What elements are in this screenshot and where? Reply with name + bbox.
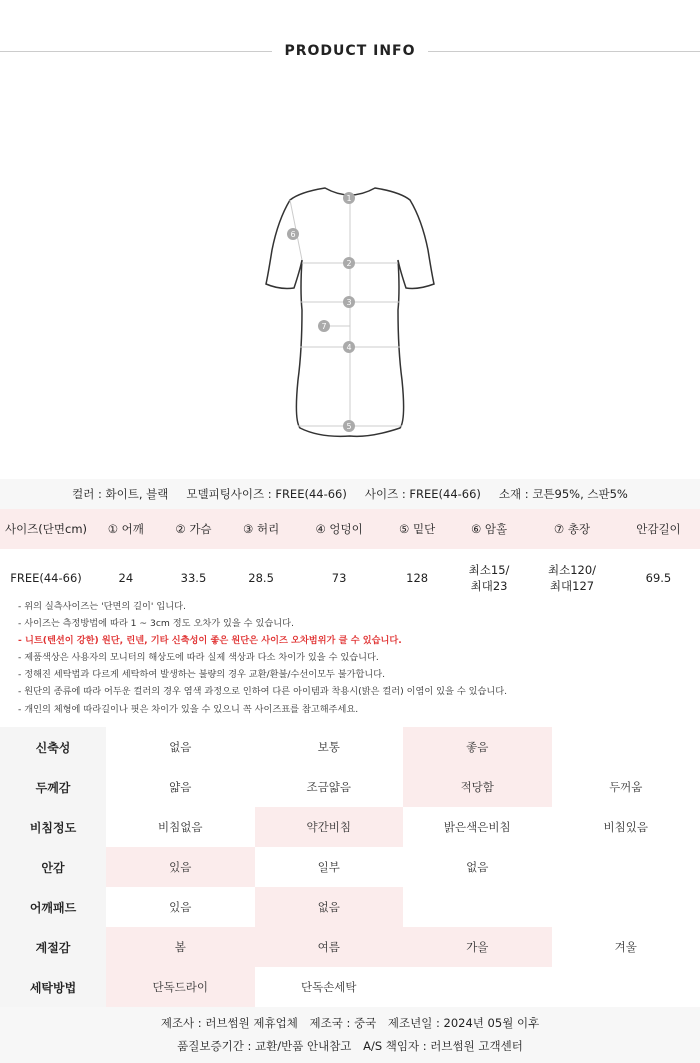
footer-info: [0, 1007, 700, 1063]
color-info: 컬러 : 화이트, 블랙: [72, 487, 169, 501]
property-option: 밝은색은비침: [403, 807, 552, 847]
property-option: 얇음: [106, 767, 255, 807]
svg-text:6: 6: [290, 230, 296, 239]
page-title: PRODUCT INFO: [284, 43, 416, 59]
note-item: - 개인의 체형에 따라길이나 핏은 차이가 있을 수 있으니 꼭 사이즈표를 참고해주세요.: [18, 703, 359, 715]
cell-lining-length: 69.5: [645, 571, 672, 585]
property-row: [0, 807, 700, 847]
manufacture-date-info: 제조년일 : 2024년 05월 이후: [387, 1016, 540, 1030]
property-option: 일부: [255, 847, 404, 887]
basic-info-bar: [0, 479, 700, 509]
property-label: 두께감: [0, 767, 106, 807]
property-row: [0, 847, 700, 887]
property-row: [0, 727, 700, 767]
as-info: A/S 책임자 : 러브썸원 고객센터: [363, 1039, 523, 1053]
property-option: 있음: [106, 847, 255, 887]
property-option: [552, 887, 700, 927]
header-hip: ④ 엉덩이: [295, 509, 383, 549]
svg-text:2: 2: [346, 259, 352, 268]
property-row: [0, 967, 700, 1007]
property-option: 있음: [106, 887, 255, 927]
dress-illustration: [250, 180, 450, 450]
property-option: [403, 887, 552, 927]
property-option: [552, 967, 700, 1007]
material-info: 소재 : 코튼95%, 스판5%: [498, 487, 628, 501]
property-label: 신축성: [0, 727, 106, 767]
note-item: - 제품색상은 사용자의 모니터의 해상도에 따라 실제 색상과 다소 차이가 있을 수 있습니다.: [18, 652, 379, 664]
property-option: 비침없음: [106, 807, 255, 847]
cell-chest: 33.5: [180, 571, 207, 585]
marker-2: [343, 257, 355, 269]
header-chest: ② 가슴: [160, 509, 228, 549]
cell-waist: 28.5: [248, 571, 274, 585]
property-option: 봄: [106, 927, 255, 967]
property-option: 가을: [403, 927, 552, 967]
property-option: 조금얇음: [255, 767, 404, 807]
property-option: 약간비침: [255, 807, 404, 847]
property-option: 단독드라이: [106, 967, 255, 1007]
property-option: 비침있음: [552, 807, 700, 847]
property-label: 계절감: [0, 927, 106, 967]
maker-info: 제조사 : 러브썸원 제휴업체: [160, 1016, 298, 1030]
cell-length: 최소120/ 최대127: [547, 563, 597, 593]
footer-line-1: [0, 1015, 700, 1031]
property-label: 세탁방법: [0, 967, 106, 1007]
cell-hip: 73: [331, 571, 347, 585]
property-label: 비침정도: [0, 807, 106, 847]
property-option: 겨울: [552, 927, 700, 967]
property-option: [552, 727, 700, 767]
product-info-header: [0, 0, 700, 100]
svg-text:3: 3: [346, 298, 352, 307]
cell-hem: 128: [406, 571, 429, 585]
svg-text:5: 5: [346, 422, 352, 431]
header-lining-length: 안감길이: [617, 509, 700, 549]
note-item: - 위의 실측사이즈는 '단면의 길이' 입니다.: [18, 601, 186, 612]
header-length: ⑦ 총장: [527, 509, 617, 549]
property-option: 두꺼움: [552, 767, 700, 807]
svg-text:4: 4: [346, 343, 352, 352]
marker-5: [343, 420, 355, 432]
note-item: - 원단의 종류에 따라 어두운 컬러의 경우 염색 과정으로 인하여 다른 아이템과 착용시(밝은 컬러) 이염이 있을 수 있습니다.: [18, 686, 508, 698]
property-option: 여름: [255, 927, 404, 967]
note-item: - 사이즈는 측정방법에 따라 1 ~ 3cm 정도 오차가 있을 수 있습니다.: [18, 618, 294, 630]
size-info: 사이즈 : FREE(44-66): [364, 487, 481, 501]
property-row: [0, 887, 700, 927]
property-option: 없음: [403, 847, 552, 887]
warranty-info: 품질보증기간 : 교환/반품 안내참고: [177, 1039, 352, 1053]
marker-6: [287, 228, 299, 240]
property-option: 단독손세탁: [255, 967, 404, 1007]
product-properties: [0, 727, 700, 1007]
footer-line-2: [0, 1038, 700, 1054]
property-option: 좋음: [403, 727, 552, 767]
property-option: [403, 967, 552, 1007]
property-option: [552, 847, 700, 887]
note-item: - 정해진 세탁법과 다르게 세탁하여 발생하는 불량의 경우 교환/환불/수선이모두 불가합니다.: [18, 669, 386, 681]
header-hem: ⑤ 밑단: [383, 509, 451, 549]
svg-text:1: 1: [346, 194, 352, 203]
property-label: 어깨패드: [0, 887, 106, 927]
notes-list: [18, 598, 688, 718]
marker-1: [343, 192, 355, 204]
svg-text:7: 7: [321, 322, 327, 331]
property-row: [0, 767, 700, 807]
cell-size: FREE(44-66): [10, 571, 82, 585]
property-option: 보통: [255, 727, 404, 767]
marker-3: [343, 296, 355, 308]
header-size: 사이즈(단면cm): [0, 509, 92, 549]
header-shoulder: ① 어깨: [92, 509, 160, 549]
header-armhole: ⑥ 암홀: [451, 509, 527, 549]
header-waist: ③ 허리: [227, 509, 295, 549]
cell-armhole: 최소15/ 최대23: [468, 563, 510, 593]
size-table-header: [0, 509, 700, 549]
dress-measurement-diagram: [250, 180, 450, 450]
property-option: 없음: [255, 887, 404, 927]
country-info: 제조국 : 중국: [309, 1016, 377, 1030]
property-row: [0, 927, 700, 967]
property-option: 없음: [106, 727, 255, 767]
marker-4: [343, 341, 355, 353]
note-item-warning: - 니트(텐션이 강한) 원단, 린넨, 기타 신축성이 좋은 원단은 사이즈 오차범위가 클 수 있습니다.: [18, 635, 402, 647]
marker-7: [318, 320, 330, 332]
property-label: 안감: [0, 847, 106, 887]
model-size-info: 모델피팅사이즈 : FREE(44-66): [186, 487, 347, 501]
size-table: [0, 509, 700, 607]
header-divider-left: [0, 51, 272, 52]
property-option: 적당함: [403, 767, 552, 807]
header-divider-right: [428, 51, 700, 52]
cell-shoulder: 24: [118, 571, 134, 585]
